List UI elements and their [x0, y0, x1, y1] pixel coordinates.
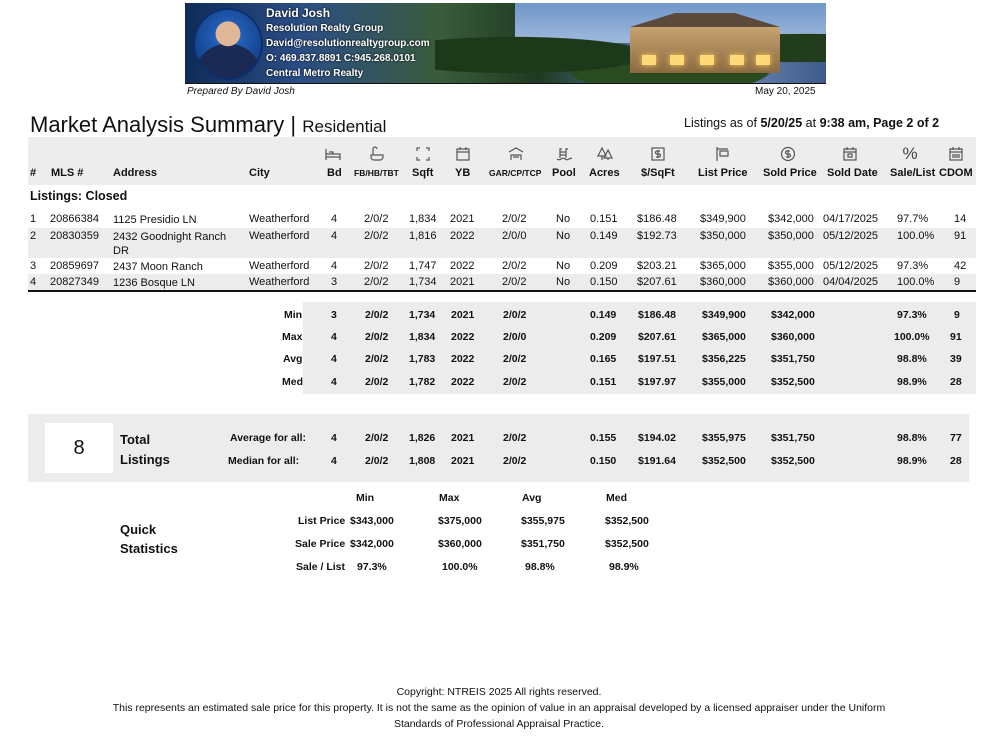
stat-baths: 2/0/2	[365, 331, 389, 343]
stat-bd: 4	[331, 353, 337, 365]
stat-psf: $207.61	[638, 331, 676, 343]
totals-sold-price: $351,750	[771, 432, 815, 444]
col-sqft: Sqft	[412, 167, 434, 179]
totals-sqft: 1,826	[409, 432, 436, 444]
col-pool: Pool	[552, 167, 576, 179]
cell-baths: 2/0/2	[364, 276, 389, 288]
stat-list-price: $356,225	[702, 353, 746, 365]
total-count: 8	[73, 437, 85, 459]
cell-city: Weatherford	[249, 260, 310, 272]
cell-psf: $192.73	[637, 230, 677, 242]
cell-baths: 2/0/2	[364, 230, 389, 242]
house-window	[642, 55, 656, 65]
cell-city: Weatherford	[249, 230, 310, 242]
col-psf: $/SqFt	[641, 167, 675, 179]
totals-list-price: $355,975	[702, 432, 746, 444]
house-window	[756, 55, 770, 65]
cell-sold-price: $360,000	[768, 276, 814, 288]
qs-value: 97.3%	[357, 561, 387, 573]
agent-info	[266, 6, 430, 81]
col-bd: Bd	[327, 167, 342, 179]
cell-psf: $186.48	[637, 213, 677, 225]
col-sold-date: Sold Date	[827, 167, 878, 179]
qs-value: $355,975	[521, 515, 565, 527]
cell-sold-date: 05/12/2025	[823, 260, 879, 272]
cell-yb: 2021	[450, 276, 475, 288]
totals-garage: 2/0/2	[503, 432, 527, 444]
garage-icon	[508, 146, 524, 162]
stat-yb: 2022	[451, 331, 475, 343]
col-address: Address	[113, 167, 158, 179]
cell-yb: 2022	[450, 230, 475, 242]
cdom-icon	[948, 146, 964, 162]
title-separator: |	[290, 112, 297, 137]
qs-value: 100.0%	[442, 561, 478, 573]
cell-sale-list: 100.0%	[897, 276, 935, 288]
stat-sqft: 1,782	[409, 376, 436, 388]
pool-icon	[556, 146, 572, 162]
cell-num: 3	[30, 260, 37, 272]
total-label-line1: Total	[120, 432, 151, 447]
calendar-sold-icon	[842, 146, 858, 162]
quick-stats-line2: Statistics	[120, 541, 178, 556]
agent-name: David Josh	[266, 6, 331, 20]
totals-baths: 2/0/2	[365, 455, 389, 467]
stat-label: Max	[282, 331, 303, 343]
cell-pool: No	[556, 213, 571, 225]
cell-list-price: $350,000	[700, 230, 746, 242]
cell-sold-price: $350,000	[768, 230, 814, 242]
stat-sold-price: $351,750	[771, 353, 815, 365]
stat-cdom: 28	[950, 376, 962, 388]
stat-baths: 2/0/2	[365, 353, 389, 365]
cell-garage: 2/0/2	[502, 260, 527, 272]
qs-row-label: List Price	[298, 515, 346, 527]
stat-cdom: 91	[950, 331, 962, 343]
stat-yb: 2022	[451, 353, 475, 365]
total-label-line2: Listings	[120, 452, 170, 467]
cell-sqft: 1,734	[409, 276, 437, 288]
bath-icon	[369, 146, 385, 162]
stat-list-price: $355,000	[702, 376, 746, 388]
table-divider	[28, 290, 976, 292]
stat-acres: 0.149	[590, 309, 617, 321]
dollar-circle-icon	[780, 146, 796, 162]
totals-bd: 4	[331, 455, 337, 467]
totals-baths: 2/0/2	[365, 432, 389, 444]
cell-mls[interactable]: 20827349	[50, 276, 99, 288]
cell-pool: No	[556, 260, 571, 272]
section-title: Listings: Closed	[30, 189, 128, 203]
qs-header-min: Min	[356, 492, 375, 504]
cell-city: Weatherford	[249, 213, 310, 225]
cell-num: 4	[30, 276, 37, 288]
cell-city: Weatherford	[249, 276, 310, 288]
cell-cdom: 14	[954, 213, 967, 225]
stat-bd: 3	[331, 309, 337, 321]
cell-sqft: 1,816	[409, 230, 437, 242]
agent-phones: O: 469.837.8891 C:945.268.0101	[266, 53, 416, 64]
cell-acres: 0.149	[590, 230, 618, 242]
totals-yb: 2021	[451, 455, 475, 467]
quick-stats-line1: Quick	[120, 522, 157, 537]
title-subtitle: Residential	[302, 117, 387, 136]
stat-yb: 2021	[451, 309, 475, 321]
cell-psf: $203.21	[637, 260, 677, 272]
calendar-icon	[455, 146, 471, 162]
totals-garage: 2/0/2	[503, 455, 527, 467]
cell-list-price: $360,000	[700, 276, 746, 288]
stat-list-price: $365,000	[702, 331, 746, 343]
cell-sqft: 1,747	[409, 260, 437, 272]
stat-sale-list: 97.3%	[897, 309, 927, 321]
col-list-price: List Price	[698, 167, 748, 179]
stat-cdom: 9	[954, 309, 960, 321]
agent-photo	[193, 8, 263, 80]
cell-psf: $207.61	[637, 276, 677, 288]
cell-garage: 2/0/0	[502, 230, 527, 242]
qs-value: $352,500	[605, 515, 649, 527]
banner-house-image	[630, 25, 780, 73]
stat-garage: 2/0/0	[503, 331, 527, 343]
cell-num: 1	[30, 213, 37, 225]
stat-sale-list: 100.0%	[894, 331, 930, 343]
cell-acres: 0.151	[590, 213, 618, 225]
totals-label: Median for all:	[228, 455, 300, 467]
stat-label: Avg	[283, 353, 303, 365]
col-mls: MLS #	[51, 167, 84, 179]
stat-baths: 2/0/2	[365, 376, 389, 388]
cell-cdom: 42	[954, 260, 967, 272]
cell-list-price: $365,000	[700, 260, 746, 272]
cell-sold-date: 04/04/2025	[823, 276, 879, 288]
dollar-sqft-icon	[650, 146, 666, 162]
stat-acres: 0.209	[590, 331, 617, 343]
stat-baths: 2/0/2	[365, 309, 389, 321]
qs-value: $360,000	[438, 538, 482, 550]
stat-sold-price: $360,000	[771, 331, 815, 343]
cell-cdom: 9	[954, 276, 961, 288]
stat-acres: 0.165	[590, 353, 617, 365]
percent-icon: %	[902, 144, 918, 163]
totals-sqft: 1,808	[409, 455, 436, 467]
banner-divider	[185, 83, 826, 84]
cell-address: 2437 Moon Ranch	[113, 261, 203, 273]
cell-bd: 4	[331, 230, 338, 242]
agent-brokerage: Central Metro Realty	[266, 68, 364, 79]
col-cdom: CDOM	[939, 167, 973, 179]
bed-icon	[325, 146, 341, 162]
qs-row-label: Sale Price	[295, 538, 346, 550]
totals-bd: 4	[331, 432, 337, 444]
cell-sold-date: 04/17/2025	[823, 213, 879, 225]
title-text: Market Analysis Summary	[30, 112, 285, 137]
qs-value: $352,500	[605, 538, 649, 550]
stat-garage: 2/0/2	[503, 376, 527, 388]
table-row[interactable]	[28, 258, 976, 274]
stat-label: Min	[284, 309, 303, 321]
totals-yb: 2021	[451, 432, 475, 444]
sign-icon	[714, 146, 730, 162]
cell-cdom: 91	[954, 230, 967, 242]
cell-mls[interactable]: 20866384	[50, 213, 99, 225]
cell-num: 2	[30, 230, 37, 242]
table-row[interactable]	[28, 274, 976, 290]
stat-yb: 2022	[451, 376, 475, 388]
stat-sold-price: $342,000	[771, 309, 815, 321]
cell-baths: 2/0/2	[364, 213, 389, 225]
stat-cdom: 39	[950, 353, 962, 365]
cell-sold-price: $355,000	[768, 260, 814, 272]
cell-yb: 2021	[450, 213, 475, 225]
stat-psf: $197.97	[638, 376, 676, 388]
agent-email[interactable]: David@resolutionrealtygroup.com	[266, 38, 430, 49]
stat-sale-list: 98.9%	[897, 376, 927, 388]
cell-list-price: $349,900	[700, 213, 746, 225]
stat-garage: 2/0/2	[503, 353, 527, 365]
cell-sold-price: $342,000	[768, 213, 814, 225]
cell-garage: 2/0/2	[502, 276, 527, 288]
cell-pool: No	[556, 230, 571, 242]
totals-sale-list: 98.9%	[897, 455, 927, 467]
totals-label: Average for all:	[230, 432, 307, 444]
qs-header-med: Med	[606, 492, 627, 504]
trees-icon	[597, 146, 613, 162]
asof-at: at	[805, 116, 817, 130]
footer-disclaimer-line2: Standards of Professional Appraisal Practice.	[393, 718, 605, 730]
cell-sqft: 1,834	[409, 213, 437, 225]
qs-value: $375,000	[438, 515, 482, 527]
cell-address: 2432 Goodnight Ranch DR	[113, 231, 227, 257]
total-listings-label	[120, 430, 170, 470]
footer-disclaimer	[0, 684, 998, 732]
asof-time-page: 9:38 am, Page 2 of 2	[819, 116, 940, 130]
qs-value: 98.9%	[609, 561, 639, 573]
totals-psf: $194.02	[638, 432, 676, 444]
totals-sold-price: $352,500	[771, 455, 815, 467]
totals-sale-list: 98.8%	[897, 432, 927, 444]
cell-acres: 0.209	[590, 260, 618, 272]
col-sale-list: Sale/List	[890, 167, 936, 179]
qs-row-label: Sale / List	[296, 561, 346, 573]
cell-garage: 2/0/2	[502, 213, 527, 225]
prepared-by: Prepared By David Josh	[187, 86, 295, 97]
stat-sale-list: 98.8%	[897, 353, 927, 365]
col-yb: YB	[455, 167, 471, 179]
cell-pool: No	[556, 276, 571, 288]
sqft-icon	[415, 146, 431, 162]
house-window	[730, 55, 744, 65]
stat-list-price: $349,900	[702, 309, 746, 321]
qs-value: $343,000	[350, 515, 394, 527]
table-row[interactable]	[28, 228, 976, 258]
totals-cdom: 28	[950, 455, 962, 467]
stat-bd: 4	[331, 331, 337, 343]
cell-yb: 2022	[450, 260, 475, 272]
col-acres: Acres	[589, 167, 620, 179]
col-city: City	[249, 167, 270, 179]
stat-bd: 4	[331, 376, 337, 388]
house-window	[700, 55, 714, 65]
house-window	[670, 55, 684, 65]
col-num: #	[30, 167, 37, 179]
totals-psf: $191.64	[638, 455, 676, 467]
col-garage: GAR/CP/TCP	[489, 168, 542, 178]
stat-label: Med	[282, 376, 303, 388]
stat-acres: 0.151	[590, 376, 617, 388]
cell-bd: 4	[331, 260, 338, 272]
quick-stats-label	[120, 520, 178, 558]
qs-value: 98.8%	[525, 561, 555, 573]
totals-list-price: $352,500	[702, 455, 746, 467]
cell-mls[interactable]: 20830359	[50, 230, 99, 242]
totals-cdom: 77	[950, 432, 962, 444]
asof-date: 5/20/25	[760, 116, 803, 130]
footer-copyright: Copyright: NTREIS 2025 All rights reserved.	[396, 686, 602, 698]
cell-acres: 0.150	[590, 276, 618, 288]
totals-acres: 0.150	[590, 455, 617, 467]
cell-address: 1236 Bosque LN	[113, 277, 195, 289]
qs-value: $351,750	[521, 538, 565, 550]
cell-sale-list: 97.7%	[897, 213, 929, 225]
qs-header-avg: Avg	[522, 492, 542, 504]
qs-value: $342,000	[350, 538, 394, 550]
stat-sqft: 1,783	[409, 353, 436, 365]
agent-company: Resolution Realty Group	[266, 23, 384, 34]
stat-psf: $186.48	[638, 309, 676, 321]
cell-bd: 3	[331, 276, 338, 288]
cell-baths: 2/0/2	[364, 260, 389, 272]
qs-header-max: Max	[439, 492, 460, 504]
report-date: May 20, 2025	[755, 86, 816, 97]
table-row[interactable]	[28, 211, 976, 227]
cell-address: 1125 Presidio LN	[113, 214, 197, 226]
stat-psf: $197.51	[638, 353, 676, 365]
stat-garage: 2/0/2	[503, 309, 527, 321]
stat-sqft: 1,734	[409, 309, 436, 321]
col-sold-price: Sold Price	[763, 167, 817, 179]
cell-sale-list: 100.0%	[897, 230, 935, 242]
cell-sale-list: 97.3%	[897, 260, 929, 272]
cell-sold-date: 05/12/2025	[823, 230, 879, 242]
page-title	[30, 112, 386, 138]
stat-sold-price: $352,500	[771, 376, 815, 388]
asof-prefix: Listings as of	[684, 116, 757, 130]
totals-acres: 0.155	[590, 432, 617, 444]
footer-disclaimer-line1: This represents an estimated sale price for this property. It is not the same as the opinion of value in an appraisal developed by a licensed appraiser under the Uniform	[112, 702, 886, 714]
stat-sqft: 1,834	[409, 331, 436, 343]
cell-bd: 4	[331, 213, 338, 225]
cell-mls[interactable]: 20859697	[50, 260, 99, 272]
listings-asof	[684, 116, 939, 130]
col-baths: FB/HB/TBT	[354, 168, 399, 178]
